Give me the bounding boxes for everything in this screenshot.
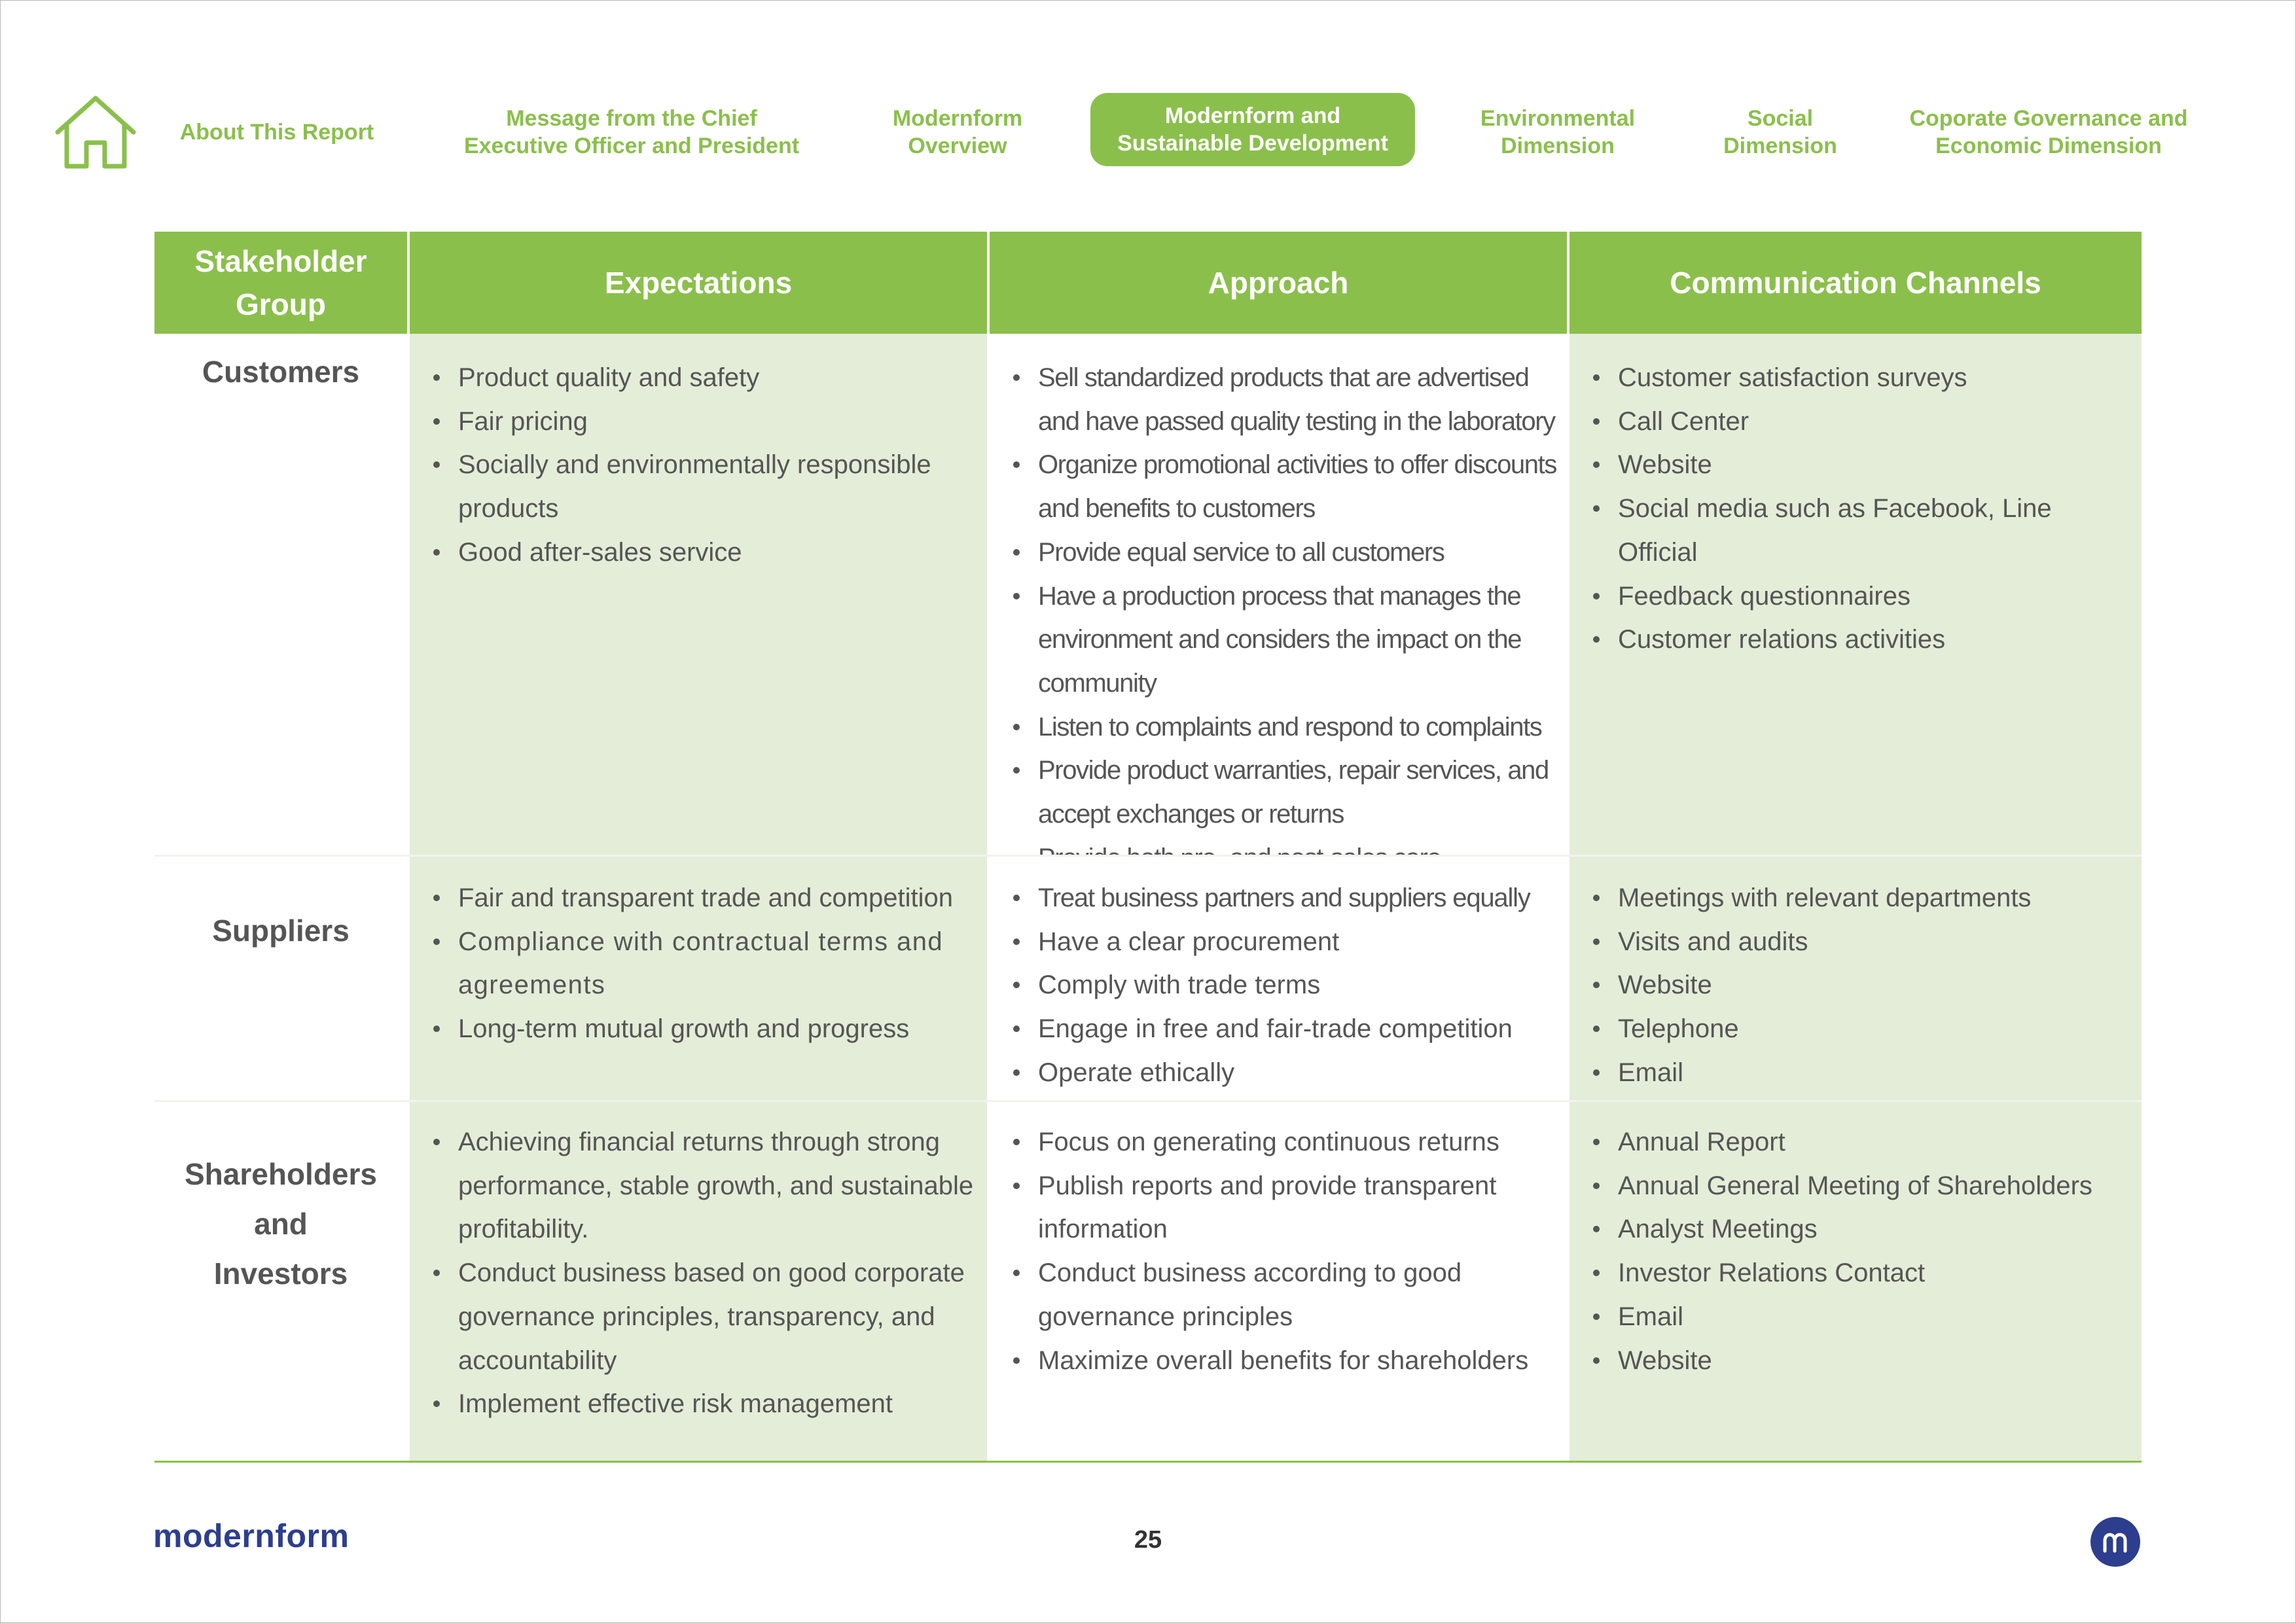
modernform-logo-icon [2090,1517,2140,1567]
list-item: Website [1585,963,2135,1007]
customers-channels-list [1585,356,2135,662]
nav-social-dimension[interactable]: Social Dimension [1723,106,1837,158]
list-item: Website [1585,443,2135,487]
nav-message-ceo[interactable]: Message from the Chief Executive Officer and President [463,106,800,158]
list-item: Customer relations activities [1585,618,2135,662]
list-item: Maximize overall benefits for shareholders [1005,1339,1560,1383]
list-item: Treat business partners and suppliers equally [1005,876,1560,920]
suppliers-channels-cell [1570,857,2142,1100]
list-item: Social media such as Facebook, Line Official [1585,487,2135,574]
table-bottom-rule [154,1461,2142,1463]
list-item: Implement effective risk management [425,1382,980,1426]
list-item: Publish reports and provide transparent information [1005,1164,1560,1251]
suppliers-expectations-cell [410,857,987,1100]
header-expectations: Expectations [410,232,987,334]
list-item: Provide equal service to all customers [1005,531,1560,575]
list-item: Website [1585,1339,2135,1383]
list-item: Investor Relations Contact [1585,1251,2135,1295]
list-item: Conduct business according to good governance principles [1005,1251,1560,1338]
nav-modernform-overview[interactable]: Modernform Overview [892,106,1023,158]
list-item: Telephone [1585,1007,2135,1051]
suppliers-expectations-list [425,876,980,1051]
list-item: Have a clear procurement [1005,920,1560,964]
list-item: Provide product warranties, repair services, and accept exchanges or returns [1005,749,1560,836]
home-icon[interactable] [54,94,137,170]
list-item: Organize promotional activities to offer discounts and benefits to customers [1005,443,1560,530]
list-item: Operate ethically [1005,1051,1560,1095]
shareholders-expectations-cell [410,1102,987,1461]
group-shareholders-investors: Shareholders and Investors [185,1157,377,1291]
suppliers-approach-cell [990,857,1567,1100]
list-item: Focus on generating continuous returns [1005,1120,1560,1164]
stakeholder-table [154,232,2142,1463]
list-item: Long-term mutual growth and progress [425,1007,980,1051]
shareholders-expectations-list [425,1120,980,1426]
list-item: Good after-sales service [425,531,980,575]
list-item: Listen to complaints and respond to complaints [1005,705,1560,749]
shareholders-approach-list [1005,1120,1560,1382]
group-customers: Customers [202,355,360,389]
list-item: Email [1585,1295,2135,1339]
header-approach: Approach [990,232,1567,334]
list-item: Have a production process that manages the environment and considers the impact on the community [1005,575,1560,705]
group-suppliers: Suppliers [212,914,350,948]
brand-logo-text: modernform [153,1518,350,1554]
list-item: Call Center [1585,400,2135,444]
list-item: Engage in free and fair-trade competition [1005,1007,1560,1051]
page-number: 25 [1134,1526,1162,1554]
list-item: Email [1585,1051,2135,1095]
suppliers-channels-list [1585,876,2135,1095]
list-item: Comply with trade terms [1005,963,1560,1007]
list-item: Meetings with relevant departments [1585,876,2135,920]
list-item: Customer satisfaction surveys [1585,356,2135,400]
nav-governance-economic-dimension[interactable]: Coporate Governance and Economic Dimension [1909,106,2188,158]
customers-approach-list [1005,356,1560,880]
shareholders-channels-list [1585,1120,2135,1382]
list-item: Socially and environmentally responsible products [425,443,980,530]
nav-about-this-report[interactable]: About This Report [179,120,374,145]
customers-channels-cell [1570,334,2142,855]
list-item: Product quality and safety [425,356,980,400]
header-stakeholder-group: Stakeholder Group [154,232,407,334]
nav-environmental-dimension[interactable]: Environmental Dimension [1480,106,1636,158]
list-item: Feedback questionnaires [1585,575,2135,618]
list-item: Analyst Meetings [1585,1207,2135,1251]
list-item: Annual Report [1585,1120,2135,1164]
list-item: Sell standardized products that are advertised and have passed quality testing in the laboratory [1005,356,1560,443]
list-item: Compliance with contractual terms and agreements [425,920,980,1007]
list-item: Fair and transparent trade and competition [425,876,980,920]
nav-sustainable-development[interactable]: Modernform and Sustainable Development [1090,93,1415,166]
shareholders-channels-cell [1570,1102,2142,1461]
suppliers-approach-list [1005,876,1560,1095]
list-item: Annual General Meeting of Shareholders [1585,1164,2135,1208]
shareholders-approach-cell [990,1102,1567,1461]
list-item: Fair pricing [425,400,980,444]
list-item: Achieving financial returns through strong performance, stable growth, and sustainable profitability. [425,1120,980,1251]
header-communication-channels: Communication Channels [1570,232,2142,334]
list-item: Conduct business based on good corporate governance principles, transparency, and accountability [425,1251,980,1382]
list-item: Visits and audits [1585,920,2135,964]
customers-expectations-cell [410,334,987,855]
customers-approach-cell [990,334,1567,855]
customers-expectations-list [425,356,980,575]
